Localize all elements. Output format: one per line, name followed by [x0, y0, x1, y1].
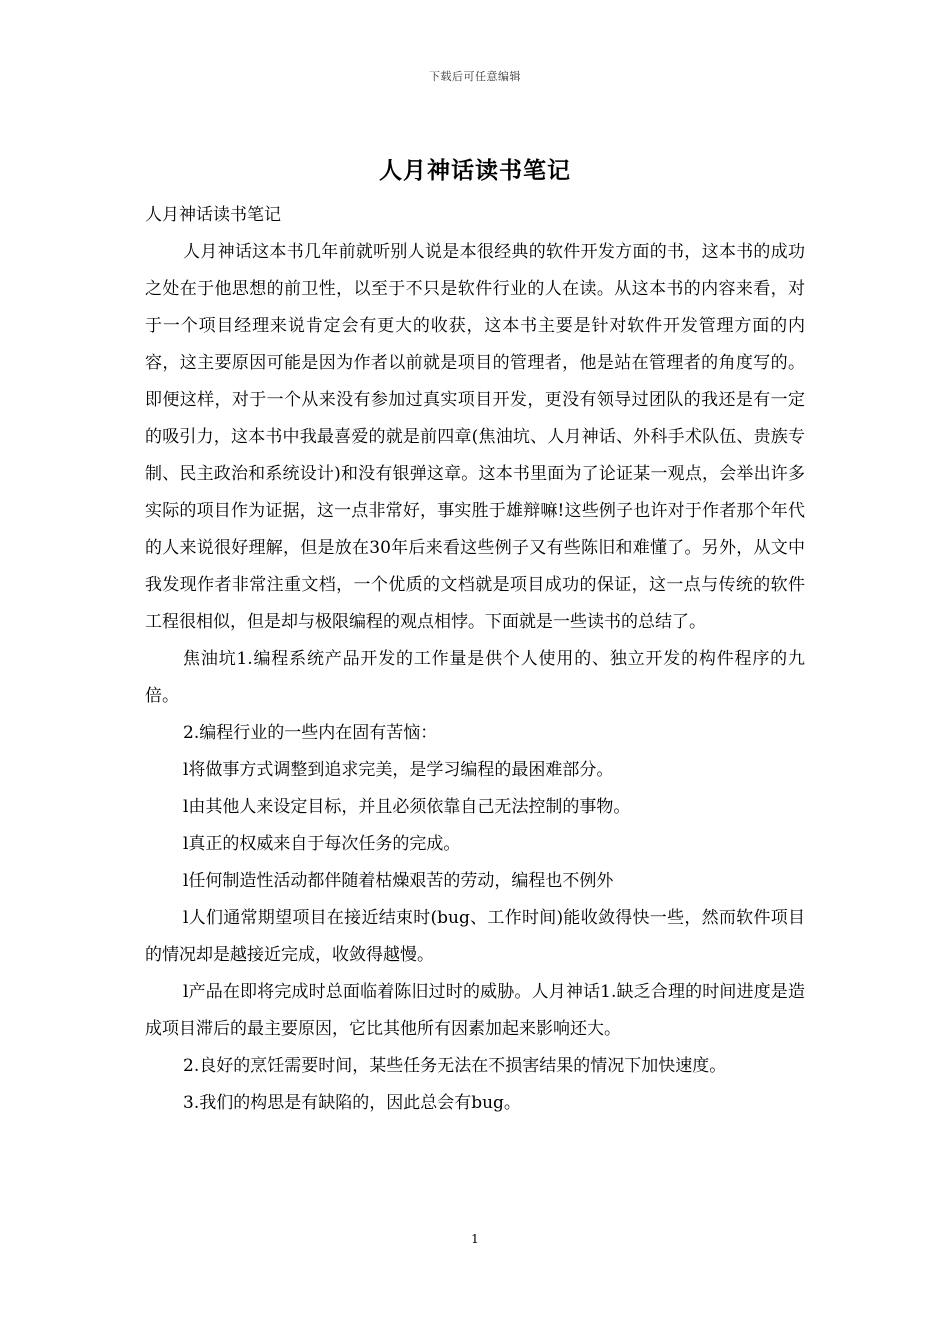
paragraph: 2.编程行业的一些内在固有苦恼： — [183, 723, 438, 743]
page-number: 1 — [471, 1232, 479, 1246]
paragraph: 人月神话这本书几年前就听别人说是本很经典的软件开发方面的书，这本书的成功之处在于他思想的前卫性，以至于不只是软件行业的人在读。从这本书的内容来看，对于一个项目经理来说肯定会有更大的收获，这本书主要是针对软件开发管理方面的内容，这主要原因可能是因为作者以前就是项目的管理者，他是站在管理者的角度写的。即便这样，对于一个从来没有参加过真实项目开发，更没有领导过团队的我还是有一定的吸引力，这本书中我最喜爱的就是前四章(焦油坑、人月神话、外科手术队伍、贵族专制、民主政治和系统设计)和没有银弹这章。这本书里面为了论证某一观点，会举出许多实际的项目作为证据，这一点非常好，事实胜于雄辩嘛!这些例子也许对于作者那个年代的人来说很好理解，但是放在30年后来看这些例子又有些陈旧和难懂了。另外，从文中我发现作者非常注重文档，一个优质的文档就是项目成功的保证，这一点与传统的软件工程很相似，但是却与极限编程的观点相悖。下面就是一些读书的总结了。 — [145, 242, 805, 632]
paragraph: 焦油坑1.编程系统产品开发的工作量是供个人使用的、独立开发的构件程序的九倍。 — [145, 649, 805, 706]
list-item: l将做事方式调整到追求完美，是学习编程的最困难部分。 — [183, 760, 614, 780]
subtitle: 人月神话读书笔记 — [145, 205, 281, 225]
list-item: l任何制造性活动都伴随着枯燥艰苦的劳动，编程也不例外 — [183, 871, 614, 891]
list-item: l真正的权威来自于每次任务的完成。 — [183, 834, 461, 854]
paragraph: 3.我们的构思是有缺陷的，因此总会有bug。 — [183, 1093, 521, 1113]
paragraph: 2.良好的烹饪需要时间，某些任务无法在不损害结果的情况下加快速度。 — [183, 1056, 727, 1076]
list-item: l由其他人来设定目标，并且必须依靠自己无法控制的事物。 — [183, 797, 631, 817]
list-item: l人们通常期望项目在接近结束时(bug、工作时间)能收敛得快一些，然而软件项目的情况却是越接近完成，收敛得越慢。 — [145, 908, 805, 965]
document-title: 人月神话读书笔记 — [379, 158, 571, 184]
document-body — [145, 197, 805, 1122]
list-item: l产品在即将完成时总面临着陈旧过时的威胁。人月神话1.缺乏合理的时间进度是造成项目滞后的最主要原因，它比其他所有因素加起来影响还大。 — [145, 982, 805, 1039]
header-note: 下载后可任意编辑 — [429, 70, 521, 83]
